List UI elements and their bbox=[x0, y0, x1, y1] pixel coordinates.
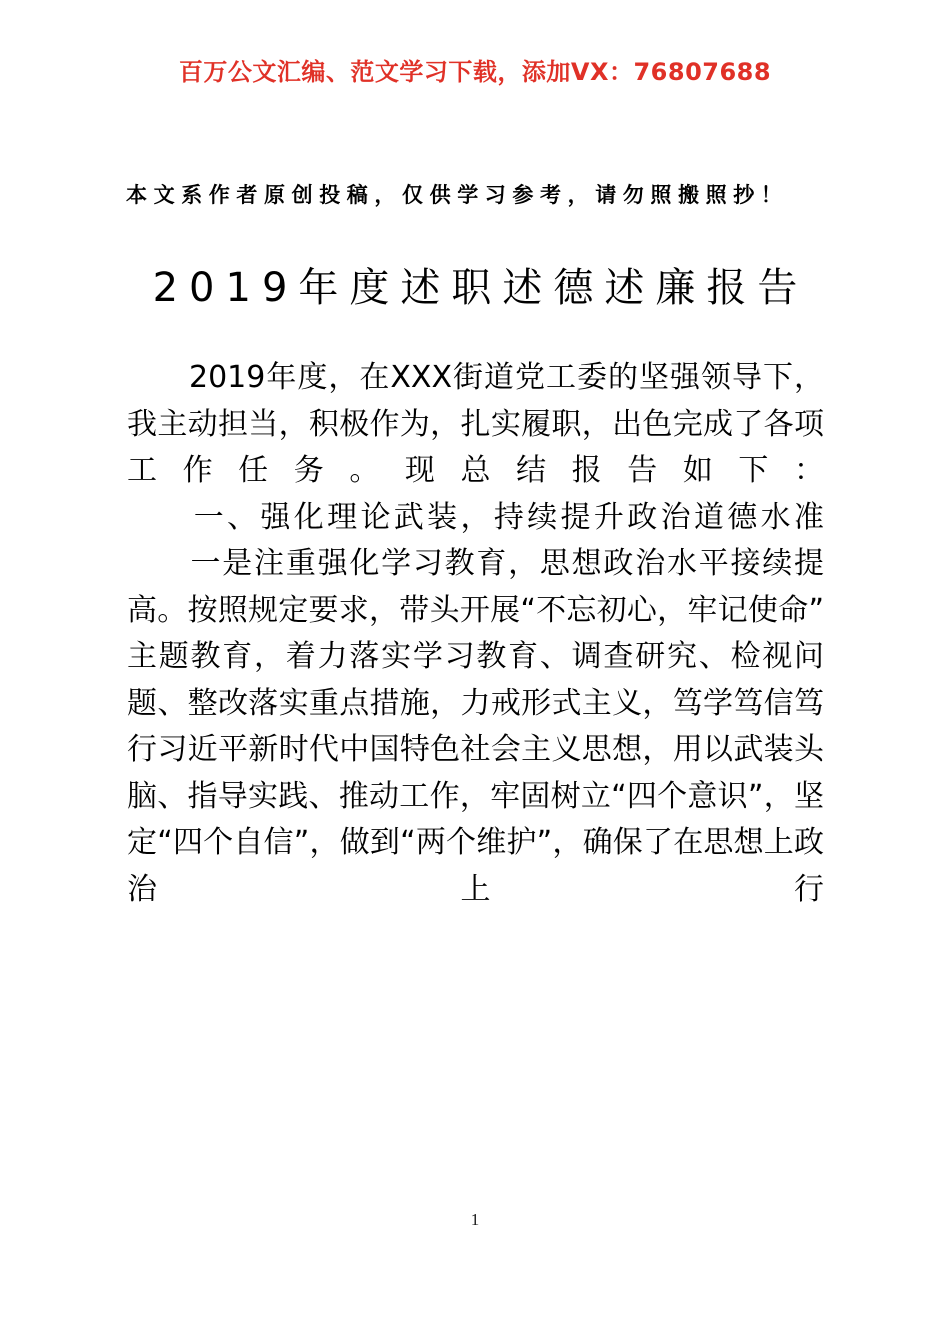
page-title: 2019年度述职述德述廉报告 bbox=[152, 264, 809, 311]
paragraph-heading-one: 一、强化理论武装，持续提升政治道德水准 bbox=[193, 499, 825, 535]
promo-banner-text: 百万公文汇编、范文学习下载，添加VX：76807688 bbox=[178, 58, 772, 86]
paragraph-intro: 2019年度，在XXX街道党工委的坚强领导下，我主动担当，积极作为，扎实履职，出色完成了各项工作任务。现总结报告如下： bbox=[127, 360, 824, 488]
promo-banner bbox=[0, 58, 950, 87]
document-body bbox=[127, 355, 824, 913]
paragraph-section-one-point-one: 一是注重强化学习教育，思想政治水平接续提高。按照规定要求，带头开展“不忘初心，牢记使命”主题教育，着力落实学习教育、调查研究、检视问题、整改落实重点措施，力戒形式主义，笃学笃信笃行习近平新时代中国特色社会主义思想，用以武装头脑、指导实践、推动工作，牢固树立“四个意识”，坚定“四个自信”，做到“两个维护”，确保了在思想上政治上行 bbox=[127, 546, 825, 907]
footer-page-number: 1 bbox=[470, 1210, 480, 1229]
disclaimer-text: 本文系作者原创投稿，仅供学习参考，请勿照搬照抄！ bbox=[126, 183, 789, 207]
